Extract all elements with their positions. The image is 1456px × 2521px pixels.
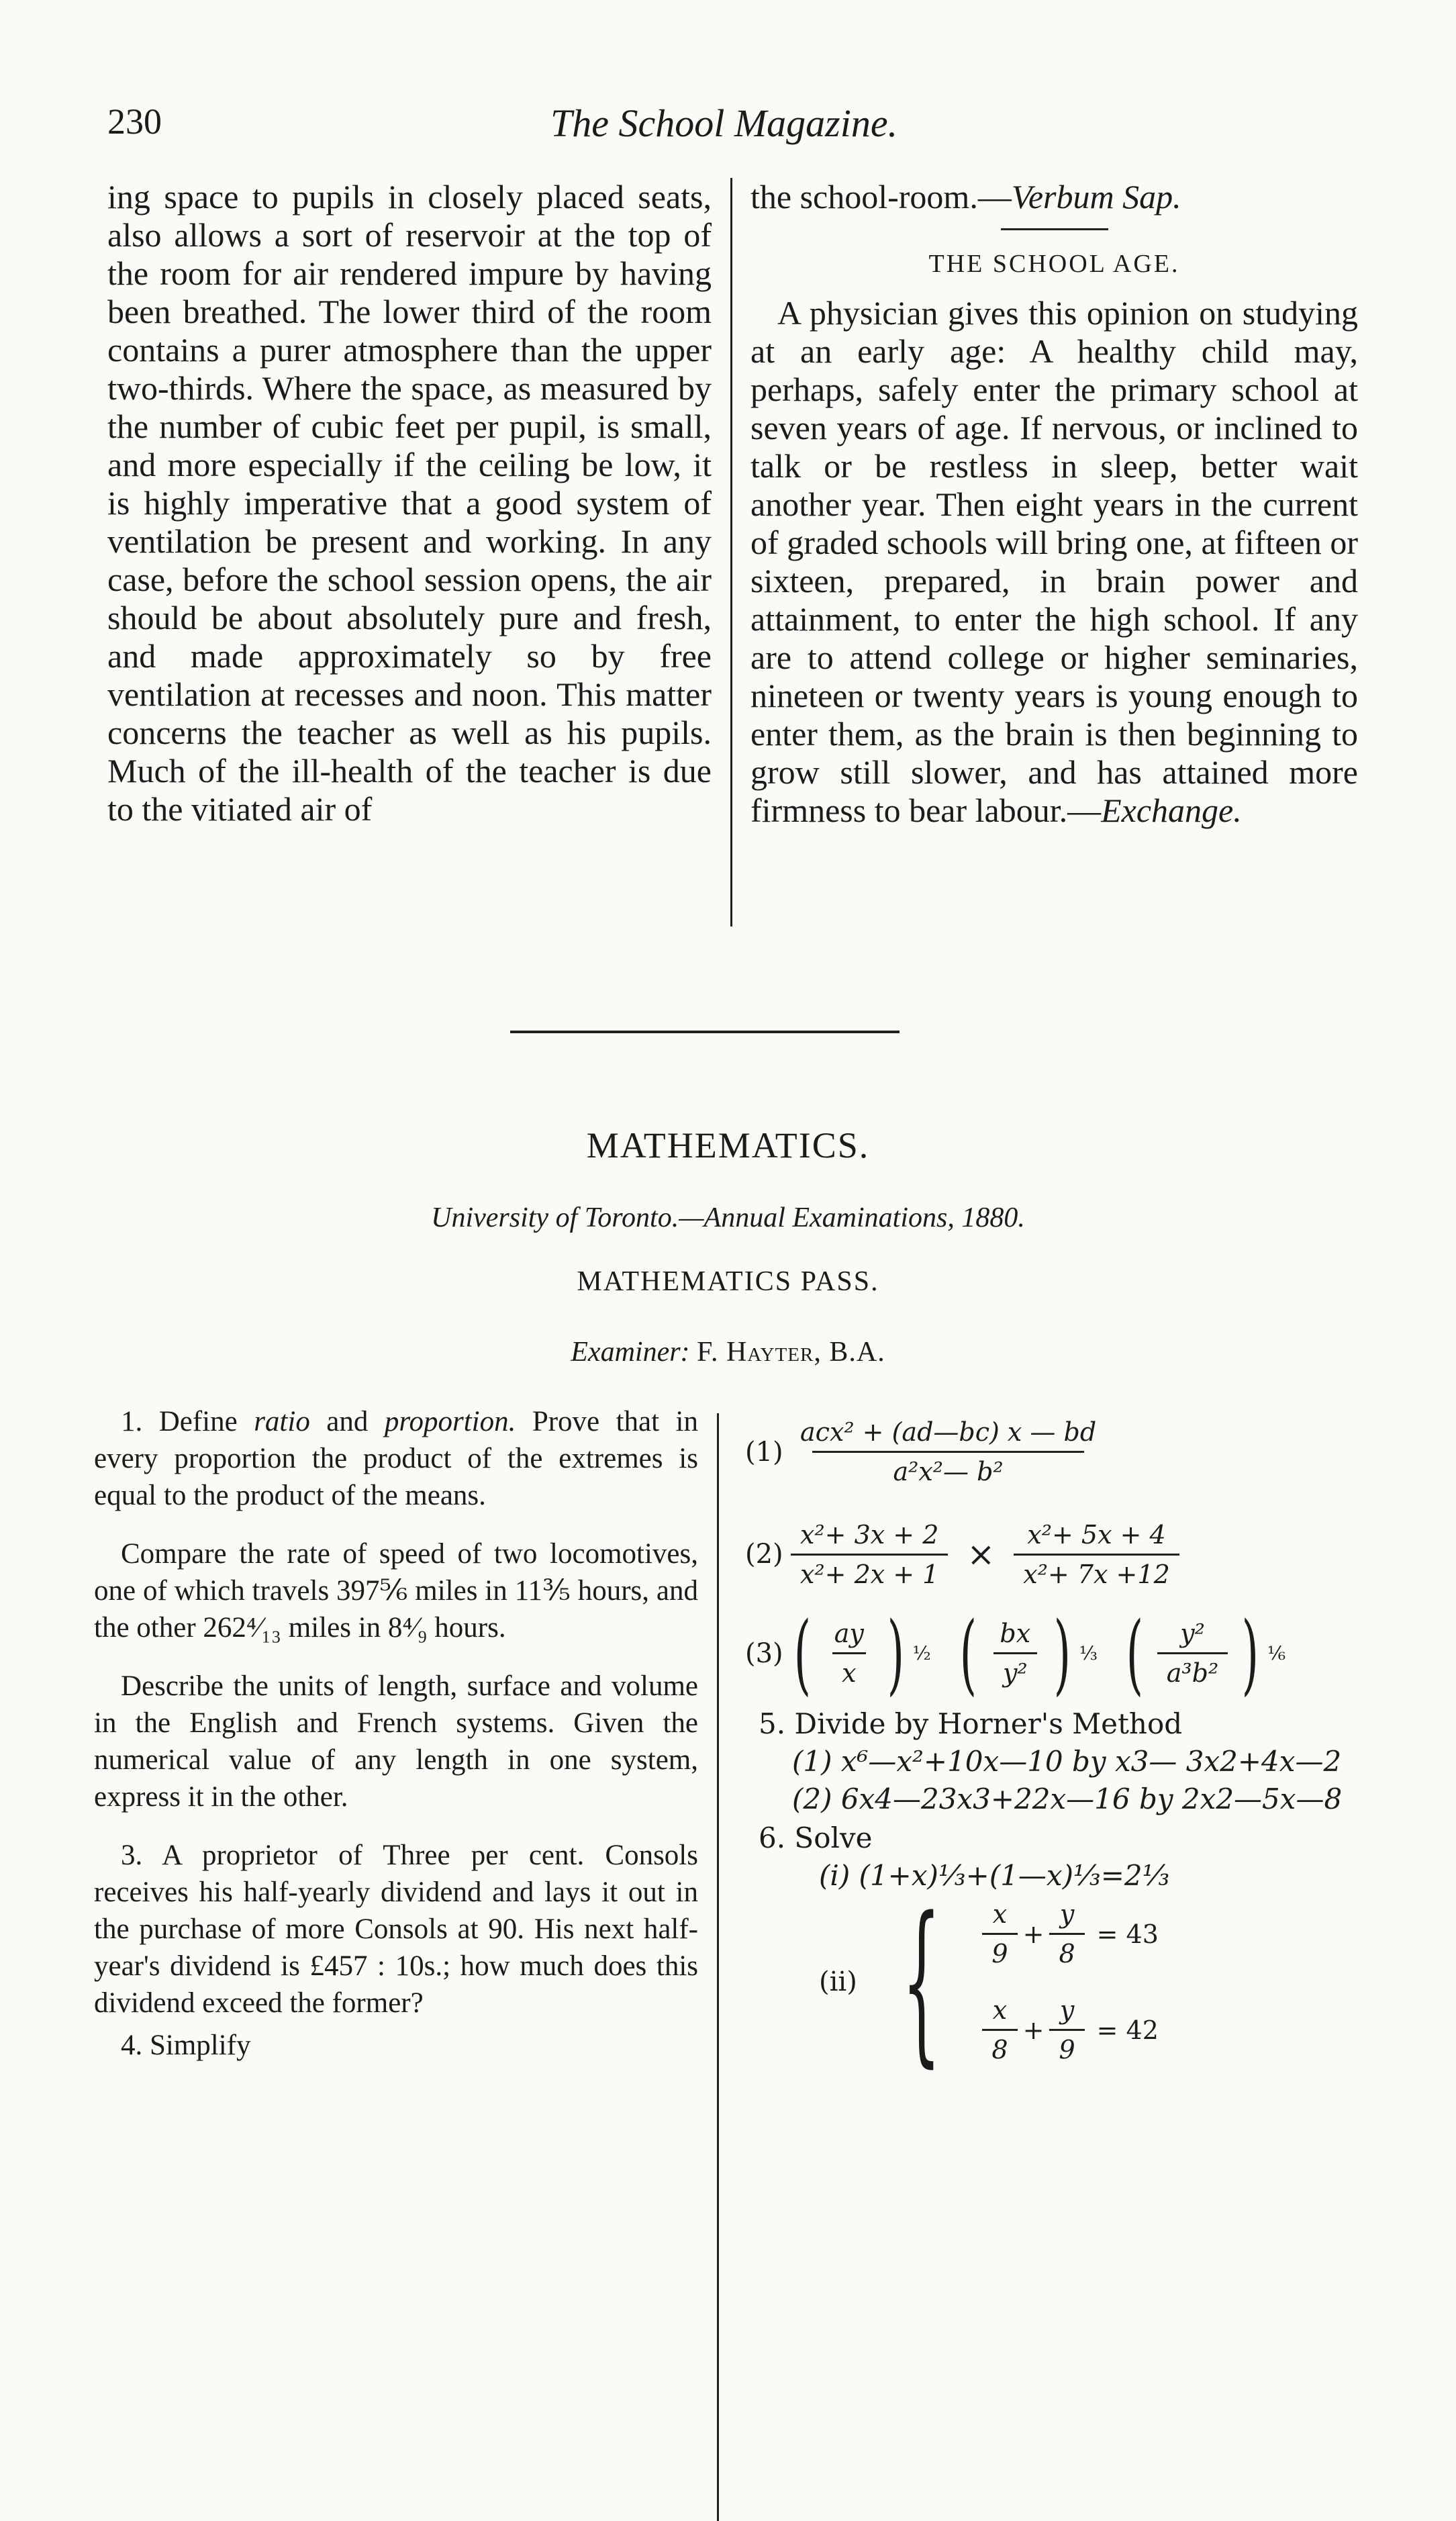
examiner-name: F. Hayter, B.A. [697,1337,885,1368]
column-divider-top [730,178,732,926]
right-column-questions [745,1396,1390,2269]
question-1-compare: Compare the rate of speed of two locomotives, one of which travels 397⅚ miles in 11⅗ hours, and the other 262⁴⁄₁₃ miles in 8⁴⁄₉ hours. [94,1538,698,1644]
question-6: 6. Solve (i) (1+x)⅓+(1—x)⅓=2⅓ [759,1819,1390,1895]
question-5-part-2: (2) 6x4—23x3+22x—16 by 2x2—5x—8 [792,1782,1343,1815]
article-divider [1001,228,1108,230]
exam-title: MATHEMATICS PASS. [577,1266,879,1297]
question-5-part-1: (1) x⁶—x²+10x—10 by x3— 3x2+4x—2 [792,1745,1342,1778]
page-header [107,101,1349,154]
simplify-expression-1: (1) $\frac{\text{acx² + (ad—bc) x — bd}}{\text{a²x²— b²}}$ [745,1417,1097,1486]
question-1: 1. Define ratio and proportion. Prove that in every proportion the product of the extremes is equal to the product of the means. [94,1406,698,1511]
right-column-top [750,178,1358,830]
column-divider-bottom [717,1413,719,2521]
question-6-part-ii: (ii) { $\frac{x}{9}$ + $\frac{y}{8}$ = 43 $\frac{x}{8}$ + $\frac{y}{9}$ = 42 [819,1881,1159,2083]
examiner-line [0,1336,1456,1368]
left-column-questions [94,1403,698,2085]
running-title: The School Magazine. [550,101,898,145]
question-4: 4. Simplify [121,2030,251,2061]
page-number: 230 [107,101,162,142]
left-column-top [107,178,712,828]
article-source: Exchange. [1101,792,1242,829]
question-5: 5. Divide by Horner's Method (1) x⁶—x²+10x—10 by x3— 3x2+4x—2 (2) 6x4—23x3+22x—16 by 2x2—5x—8 [759,1705,1390,1818]
section-divider [510,1031,900,1033]
article-heading: THE SCHOOL AGE. [928,250,1180,278]
simplify-expression-2: (2) $\frac{\text{x²+ 3x + 2}}{\text{x²+ 2x + 1}}$ × $\frac{\text{x²+ 5x + 4}}{\text{x²+ 7x +12}}$ [745,1507,1390,1601]
question-6-part-i: (i) (1+x)⅓+(1—x)⅓=2⅓ [819,1859,1170,1892]
question-3: 3. A proprietor of Three per cent. Consols receives his half-yearly dividend and lays it out in the purchase of more Consols at 90. His next half-year's dividend is £457 : 10s.; how much does this dividend exceed the former? [94,1840,698,2019]
simultaneous-equation-1: $\frac{x}{9}$ + $\frac{y}{8}$ = 43 [977,1899,1159,1968]
examiner-label: Examiner: [571,1337,690,1368]
ventilation-paragraph: ing space to pupils in closely placed seats, also allows a sort of reservoir at the top of the room for air rendered impure by having been breathed. The lower third of the room contains a purer atmosphere than the upper two-thirds. Where the space, as measured by the number of cubic feet per pupil, is small, and more especially if the ceiling be low, it is highly imperative that a good system of ventilation be present and working. In any case, before the school session opens, the air should be about absolutely pure and fresh, and made approximately so by free ventilation at recesses and noon. This matter concerns the teacher as well as his pupils. Much of the ill-health of the teacher is due to the vitiated air of [107,178,712,828]
exam-subtitle: University of Toronto.—Annual Examinations, 1880. [431,1202,1025,1233]
continuation-source: Verbum Sap. [1011,178,1181,216]
simultaneous-equation-2: $\frac{x}{8}$ + $\frac{y}{9}$ = 42 [977,1995,1159,2064]
simplify-expression-3: (3) ( $\frac{ay}{x}$ ) ½ ( $\frac{bx}{\text{y²}}$ ) ⅓ ( $\frac{\text{y²}}{\text{a³b²}}$ ) ⅙ [745,1602,1286,1705]
question-1-units: Describe the units of length, surface and volume in the English and French systems. Given the numerical value of any length in one system, express it in the other. [94,1670,698,1813]
school-age-paragraph: A physician gives this opinion on studying at an early age: A healthy child may, perhaps, safely enter the primary school at seven years of age. If nervous, or inclined to talk or be restless in sleep, better wait another year. Then eight years in the current of graded schools will bring one, at fifteen or sixteen, prepared, in brain power and attainment, to enter the high school. If any are to attend college or higher seminaries, nineteen or twenty years is young enough to enter them, as the brain is then beginning to grow still slower, and has attained more firmness to bear labour.—Exchange. [750,294,1358,829]
continuation-line: the school-room.—Verbum Sap. [750,178,1181,216]
section-title: MATHEMATICS. [586,1125,870,1166]
